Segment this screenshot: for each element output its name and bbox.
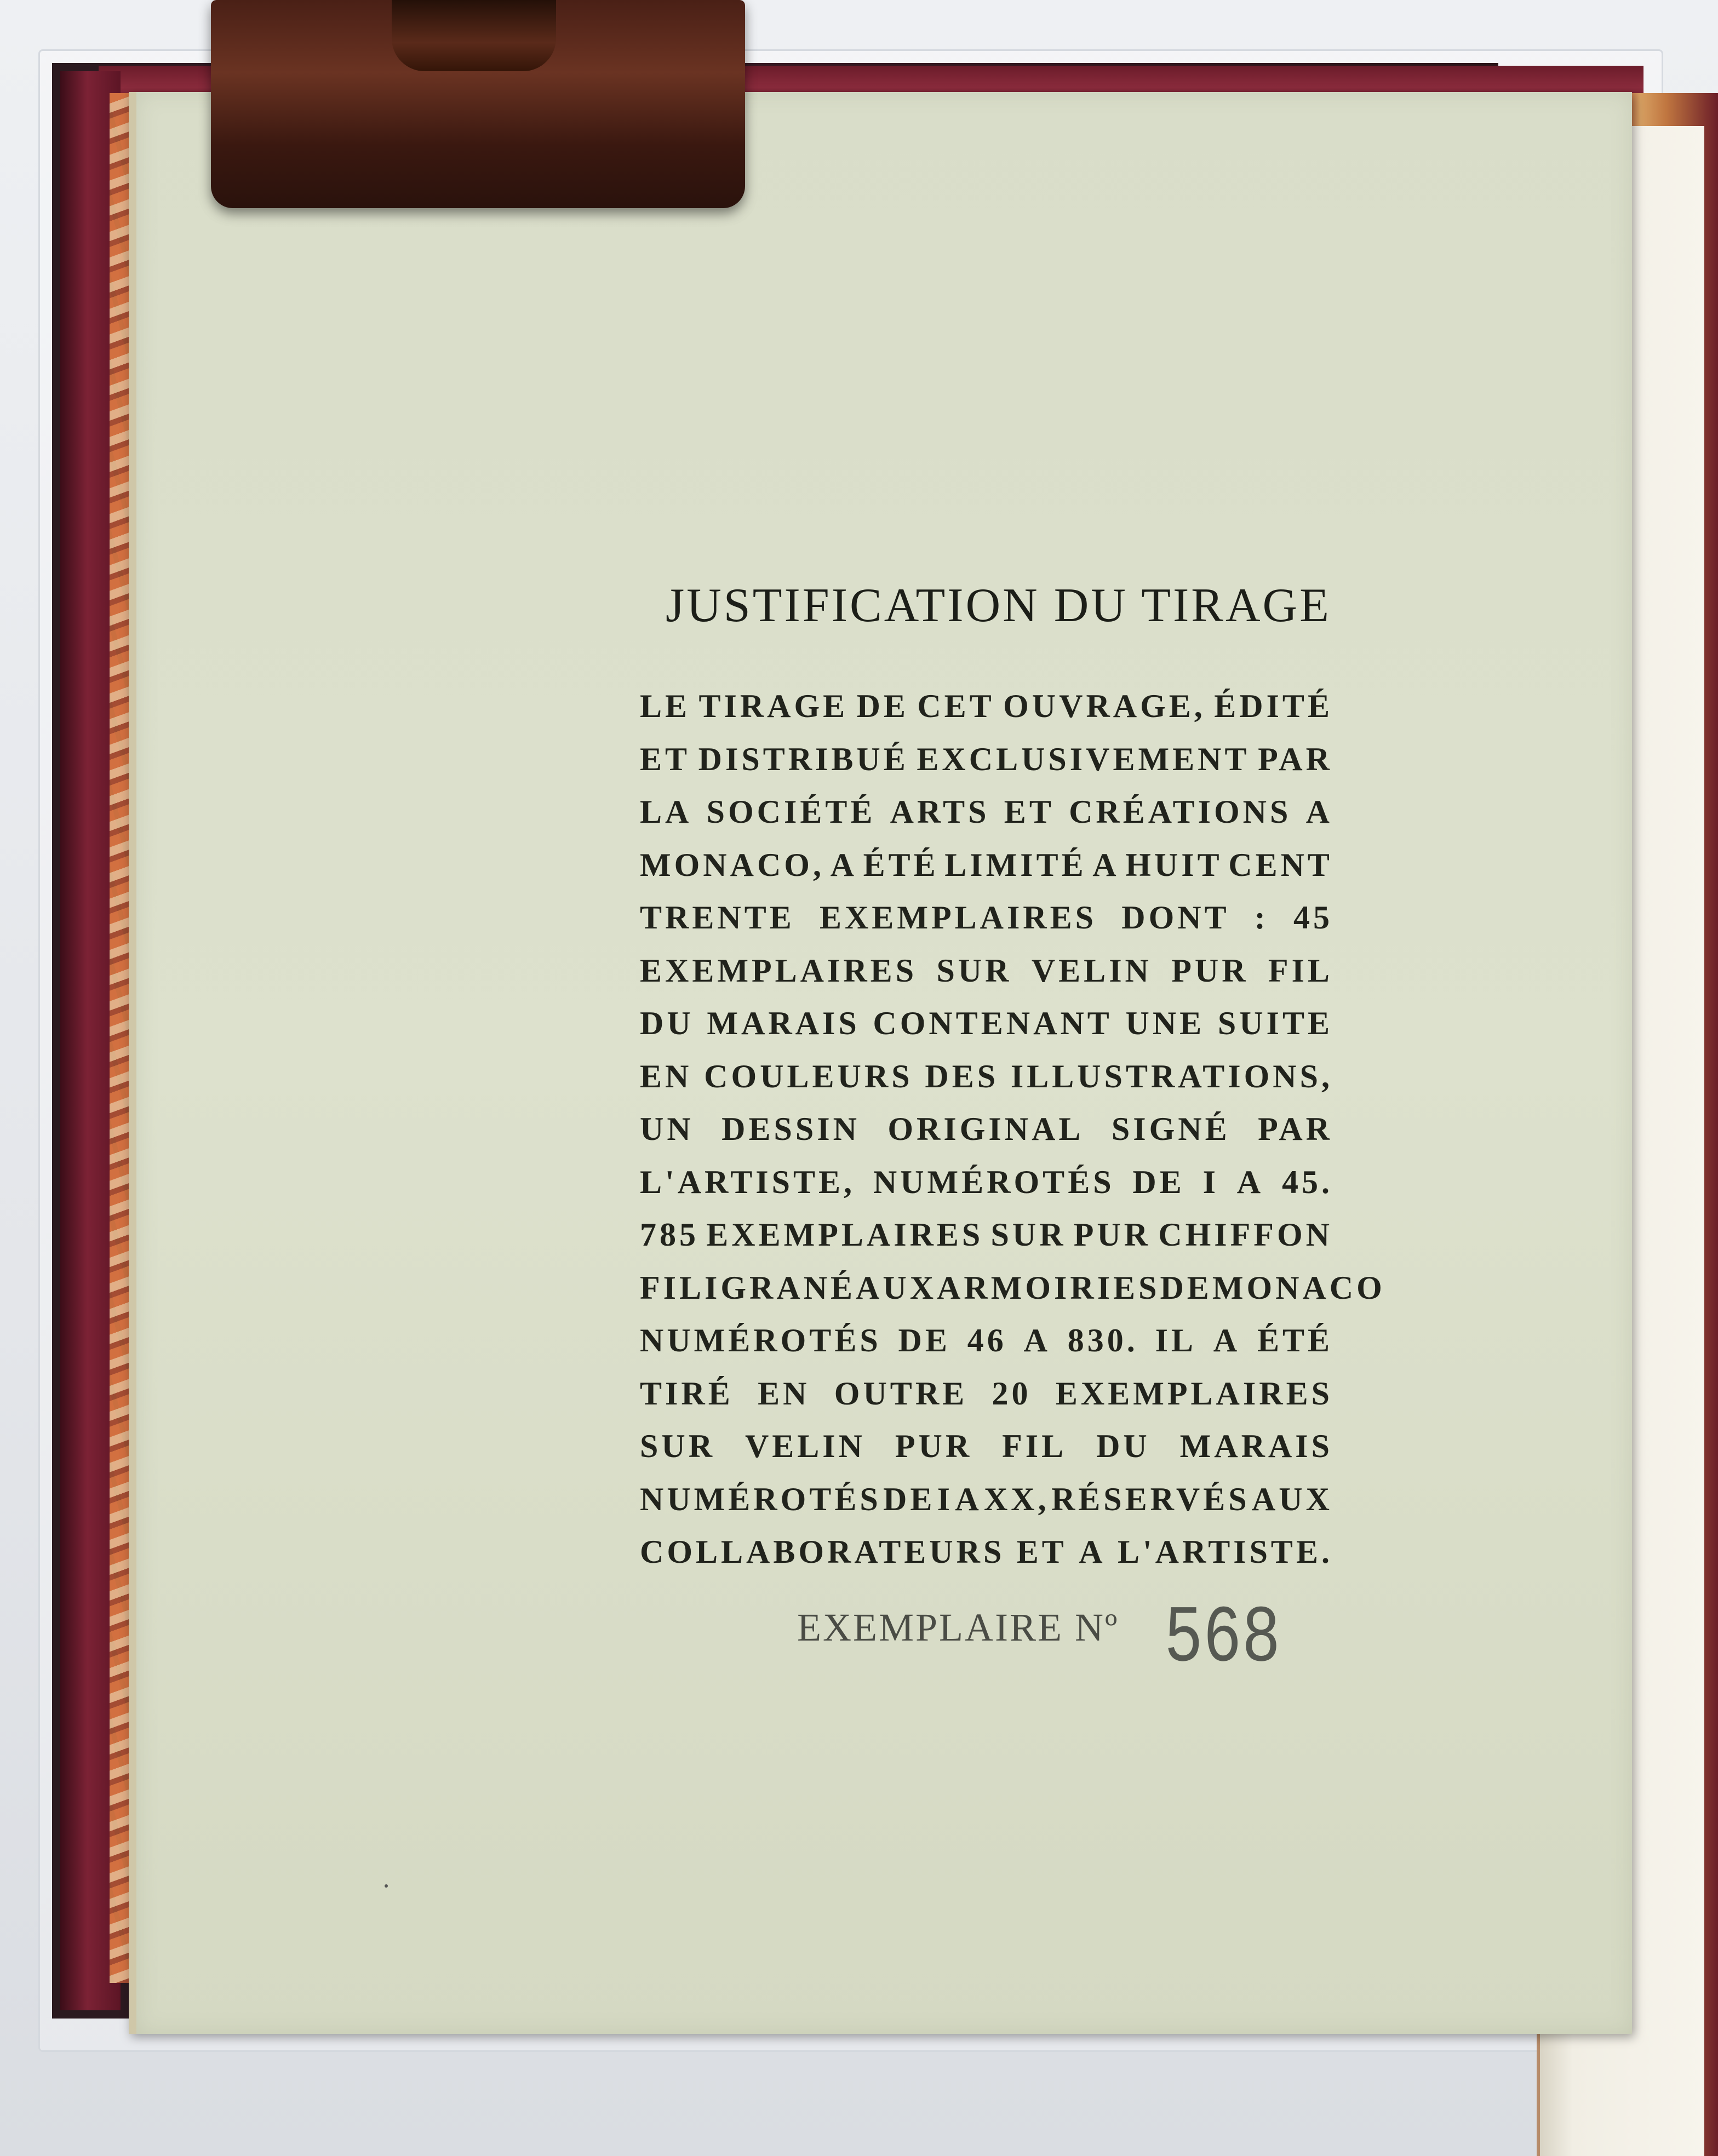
exemplaire-number: 568 — [1164, 1594, 1281, 1685]
text-line: DU MARAIS CONTENANT UNE SUITE — [640, 1005, 1333, 1041]
text-line: L'ARTISTE, NUMÉROTÉS DE I A 45. — [640, 1163, 1333, 1200]
text-line: FILIGRANÉ AUX ARMOIRIES DE MONACO — [640, 1269, 1385, 1306]
clip-hinge — [392, 0, 556, 71]
text-line: NUMÉROTÉS DE 46 A 830. IL A ÉTÉ — [640, 1322, 1333, 1358]
text-line: SUR VELIN PUR FIL DU MARAIS — [640, 1428, 1333, 1464]
text-line: UN DESSIN ORIGINAL SIGNÉ PAR — [640, 1111, 1333, 1147]
text-line: NUMÉROTÉS DE I A XX, RÉSERVÉS AUX — [640, 1481, 1333, 1517]
text-line: TIRÉ EN OUTRE 20 EXEMPLAIRES — [640, 1375, 1333, 1412]
text-line: 785 EXEMPLAIRES SUR PUR CHIFFON — [640, 1217, 1333, 1253]
text-line: EXEMPLAIRES SUR VELIN PUR FIL — [640, 952, 1333, 989]
text-line: MONACO, A ÉTÉ LIMITÉ A HUIT CENT — [640, 846, 1333, 883]
text-line: LA SOCIÉTÉ ARTS ET CRÉATIONS A — [640, 794, 1333, 830]
text-line: EN COULEURS DES ILLUSTRATIONS, — [640, 1058, 1333, 1094]
text-line: LE TIRAGE DE CET OUVRAGE, ÉDITÉ — [640, 688, 1333, 724]
exemplaire-label: EXEMPLAIRE Nº — [797, 1605, 1119, 1649]
paper-speck — [385, 1884, 388, 1888]
text-line: COLLABORATEURS ET A L'ARTISTE. — [640, 1534, 1333, 1570]
text-line: ET DISTRIBUÉ EXCLUSIVEMENT PAR — [640, 741, 1333, 777]
text-line: TRENTE EXEMPLAIRES DONT : 45 — [640, 899, 1333, 936]
page-heading: JUSTIFICATION DU TIRAGE — [666, 579, 1331, 632]
